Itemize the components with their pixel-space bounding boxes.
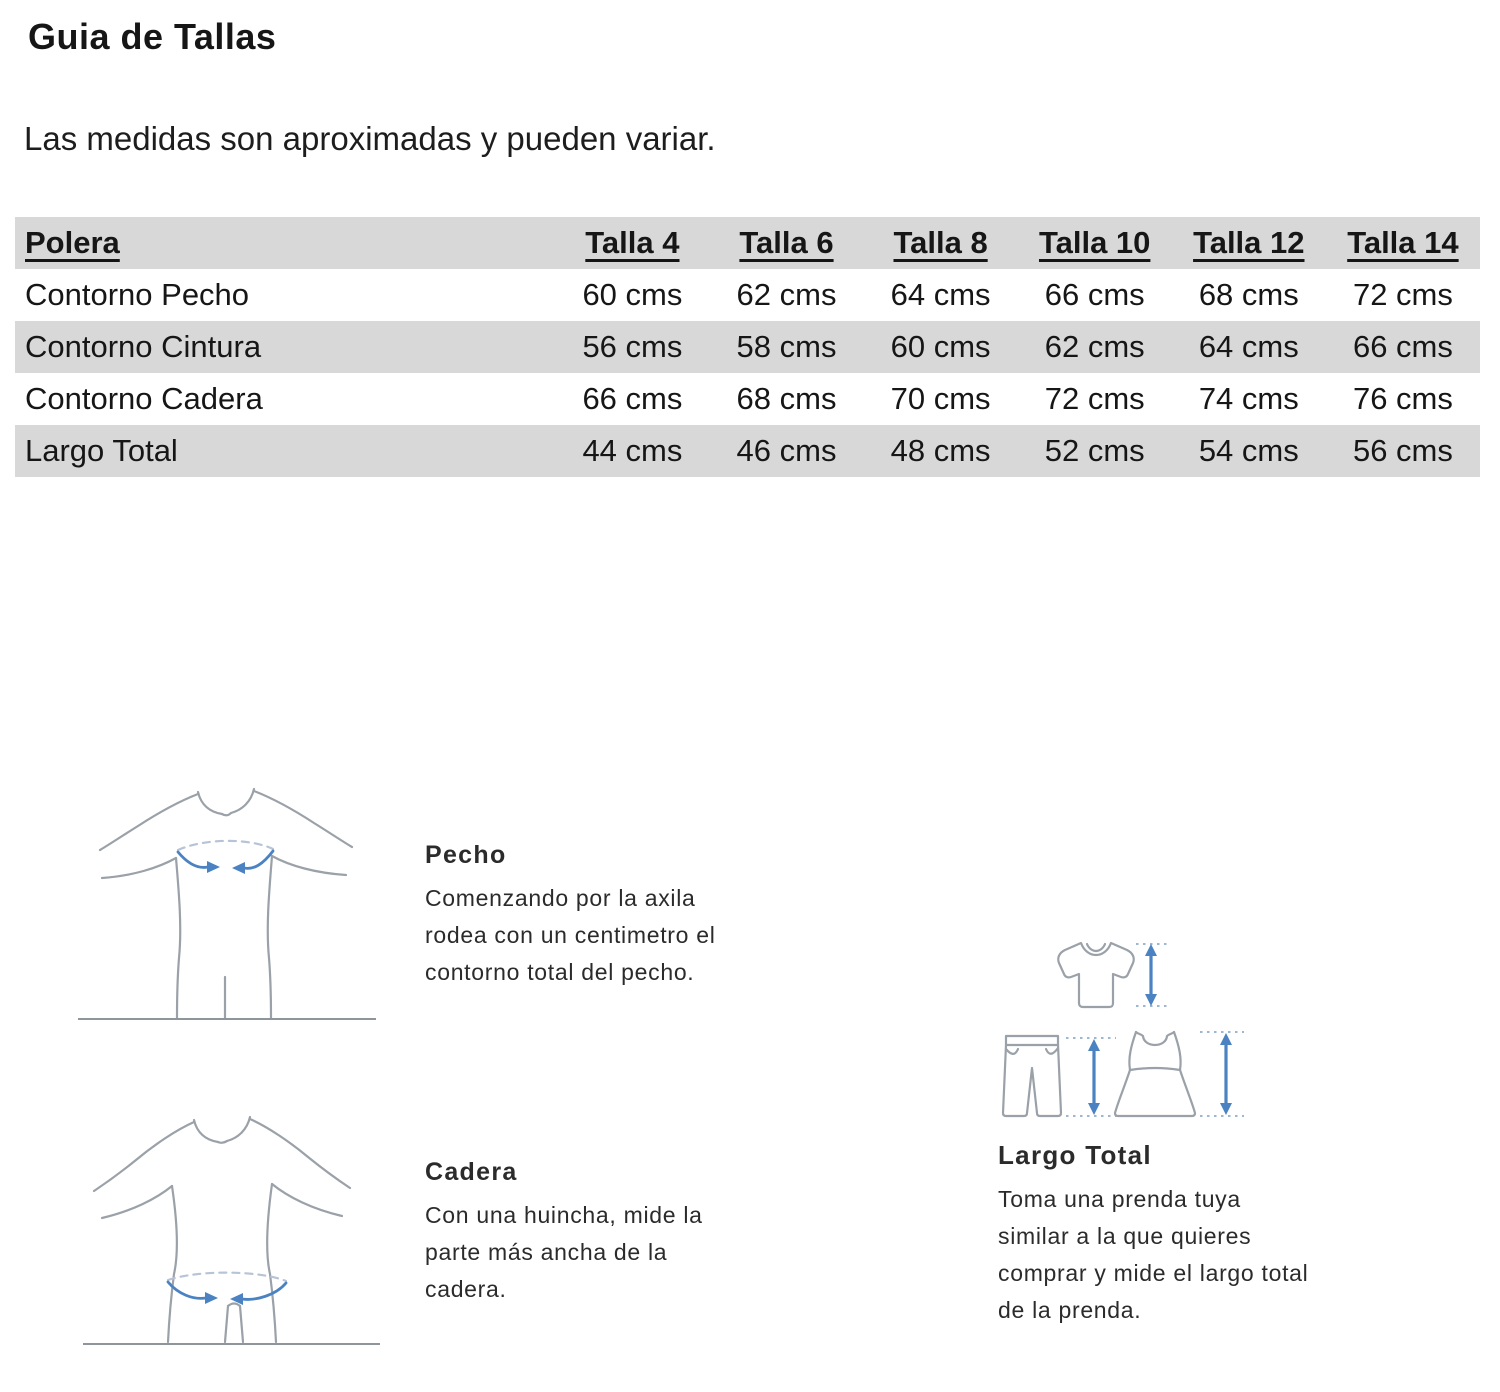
column-header-talla-10: Talla 10 xyxy=(1038,225,1151,260)
table-header-row xyxy=(15,217,1480,269)
column-header-talla-4: Talla 4 xyxy=(585,225,680,260)
page-title: Guia de Tallas xyxy=(28,16,277,57)
pecho-instruction-block xyxy=(425,841,805,991)
chest-measure-figure-icon xyxy=(70,768,420,1026)
measurement-value: 46 cms xyxy=(736,433,837,468)
size-table xyxy=(15,217,1480,477)
pants-icon xyxy=(998,1030,1120,1124)
measurement-value: 72 cms xyxy=(1044,381,1145,416)
cadera-instruction-block xyxy=(425,1158,805,1308)
measurement-value: 68 cms xyxy=(736,381,837,416)
measurement-value: 74 cms xyxy=(1198,381,1299,416)
measurement-value: 52 cms xyxy=(1044,433,1145,468)
table-row-contorno-pecho xyxy=(15,269,1480,321)
measurement-value: 56 cms xyxy=(582,329,683,364)
column-header-talla-12: Talla 12 xyxy=(1193,225,1305,260)
cadera-heading: Cadera xyxy=(425,1158,518,1186)
pecho-text-line: Comenzando por la axila xyxy=(425,885,696,911)
measurement-value: 54 cms xyxy=(1198,433,1299,468)
measurement-value: 44 cms xyxy=(582,433,683,468)
size-table-container xyxy=(15,217,1480,477)
measurement-value: 64 cms xyxy=(890,277,991,312)
pecho-text-line: rodea con un centimetro el xyxy=(425,922,716,948)
measurement-value: 66 cms xyxy=(582,381,683,416)
table-row-contorno-cadera xyxy=(15,373,1480,425)
measurement-value: 60 cms xyxy=(890,329,991,364)
dress-icon xyxy=(1112,1026,1252,1124)
measurement-label: Contorno Pecho xyxy=(25,277,250,312)
largo-total-instruction-block xyxy=(998,1140,1438,1329)
largo-total-text-line: similar a la que quieres xyxy=(998,1223,1252,1249)
table-row-contorno-cintura xyxy=(15,321,1480,373)
measurement-value: 72 cms xyxy=(1352,277,1453,312)
measurement-value: 62 cms xyxy=(736,277,837,312)
largo-total-text-line: Toma una prenda tuya xyxy=(998,1186,1241,1212)
measurement-value: 66 cms xyxy=(1352,329,1453,364)
measurement-value: 76 cms xyxy=(1352,381,1453,416)
table-row-largo-total xyxy=(15,425,1480,477)
pecho-heading: Pecho xyxy=(425,841,507,869)
column-header-product: Polera xyxy=(25,225,120,260)
measurement-value: 56 cms xyxy=(1352,433,1453,468)
pecho-text-line: contorno total del pecho. xyxy=(425,959,695,985)
measurement-value: 58 cms xyxy=(736,329,837,364)
largo-total-text-line: comprar y mide el largo total xyxy=(998,1260,1309,1286)
measurement-value: 66 cms xyxy=(1044,277,1145,312)
measurement-value: 60 cms xyxy=(582,277,683,312)
cadera-text-line: cadera. xyxy=(425,1276,507,1302)
cadera-text-line: parte más ancha de la xyxy=(425,1239,668,1265)
measurement-label: Contorno Cadera xyxy=(25,381,263,416)
measurement-value: 48 cms xyxy=(890,433,991,468)
measurement-value: 68 cms xyxy=(1198,277,1299,312)
page-subtitle: Las medidas son aproximadas y pueden variar. xyxy=(24,120,716,157)
hip-measure-figure-icon xyxy=(58,1112,423,1352)
measurement-value: 62 cms xyxy=(1044,329,1145,364)
largo-total-text-line: de la prenda. xyxy=(998,1297,1142,1323)
largo-total-heading: Largo Total xyxy=(998,1140,1152,1170)
cadera-text-line: Con una huincha, mide la xyxy=(425,1202,703,1228)
measurement-value: 70 cms xyxy=(890,381,991,416)
column-header-talla-14: Talla 14 xyxy=(1347,225,1459,260)
measurement-value: 64 cms xyxy=(1198,329,1299,364)
tshirt-icon xyxy=(1052,936,1177,1020)
measurement-label: Largo Total xyxy=(25,433,178,468)
measurement-label: Contorno Cintura xyxy=(25,329,262,364)
column-header-talla-6: Talla 6 xyxy=(739,225,834,260)
column-header-talla-8: Talla 8 xyxy=(893,225,988,260)
